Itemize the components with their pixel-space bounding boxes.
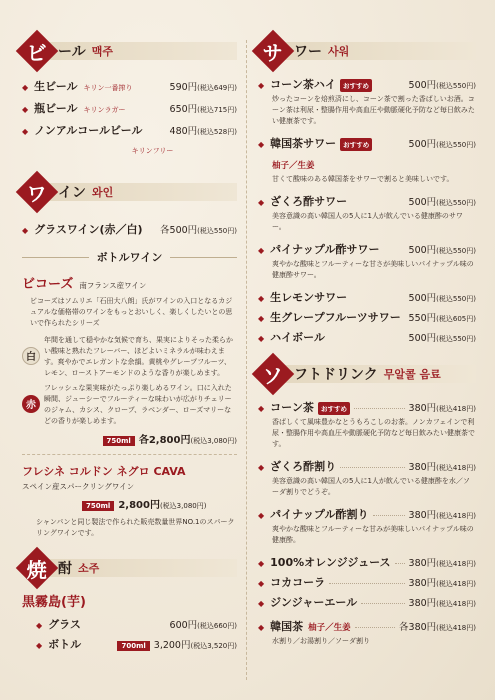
beer-header-initial: ビ	[16, 30, 58, 72]
white-wine-badge: 白	[22, 347, 40, 365]
pomegranate-sour-item[interactable]: ◆ ざくろ酢サワー 500円(税込550円)	[258, 195, 476, 208]
shochu-header-title: 酎	[58, 561, 72, 577]
korean-tea-flavors: 柚子／生姜	[272, 161, 315, 171]
beer-section-header	[22, 36, 237, 66]
menu-item[interactable]: ◆ 生ビール キリン一番搾り 590円(税込649円)	[22, 80, 237, 93]
bicoz-description: ビコーズはソムリエ「石田大八朗」氏がワインの入口となるカジュアルな価格帯のワインをもっとおいしく、楽しくしたいとの思いで作られたシリーズ	[30, 297, 233, 327]
left-column	[22, 0, 237, 650]
menu-item[interactable]: ◆ ハイボール 500円(税込550円)	[258, 331, 476, 344]
corn-tea-description: 香ばしくて風味豊かなとうもろこしのお茶。ノンカフェインで利尿・整腸作用や高血圧や動脈硬化予防など毎日飲みたい健康茶です。	[272, 418, 475, 448]
menu-item[interactable]: ◆ 生グレープフルーツサワー 550円(税込605円)	[258, 311, 476, 324]
bullet-icon: ◆	[258, 140, 265, 149]
wine-header-korean: 와인	[92, 186, 114, 199]
menu-item[interactable]: ◆ 100%オレンジジュース 380円(税込418円)	[258, 556, 476, 569]
bullet-icon: ◆	[22, 105, 29, 114]
softdrink-header-title: フトドリンク	[294, 367, 378, 383]
menu-item[interactable]: ◆ ボトル 700ml 3,200円(税込3,520円)	[36, 638, 237, 651]
white-wine-description: 年間を通して穏やかな気候で育ち、果実によりそった柔らかい酸味と熟れたフレーバー、ほどよいミネラルが味わえます。爽やかでエレガントな余韻。黄桃やグレープフルーツ、レモン、ローストアーモンドのような香りが楽しめます。	[44, 336, 233, 377]
menu-item[interactable]: ◆ ノンアルコールビール 480円(税込528円)	[22, 124, 237, 137]
sour-header-title: ワー	[294, 44, 322, 60]
wine-header-title: イン	[58, 185, 86, 201]
beer-header-title: ール	[58, 44, 86, 60]
menu-item[interactable]: ◆ コカコーラ 380円(税込418円)	[258, 576, 476, 589]
bicoz-price-row: 750ml 各2,800円 (税込3,080円)	[22, 431, 237, 446]
wine-section-header	[22, 177, 237, 207]
cava-origin: スペイン産スパークリングワイン	[22, 482, 135, 491]
sour-section-header	[258, 36, 476, 66]
pomegranate-sour-description: 美容意識の高い韓国人の5人に1人が飲んでいる健康酢のサワー。	[272, 212, 463, 231]
bullet-icon: ◆	[258, 559, 265, 568]
bullet-icon: ◆	[36, 621, 43, 630]
bullet-icon: ◆	[258, 294, 265, 303]
softdrink-header-initial: ソ	[252, 353, 294, 395]
bullet-icon: ◆	[258, 404, 265, 413]
bullet-icon: ◆	[22, 226, 29, 235]
sour-header-korean: 사워	[328, 45, 350, 58]
softdrink-section-header	[258, 359, 476, 389]
pomegranate-drink-item[interactable]: ◆ ざくろ酢割り 380円(税込418円)	[258, 460, 476, 473]
bullet-icon: ◆	[22, 83, 29, 92]
shochu-brand: 黒霧島(芋)	[22, 595, 86, 610]
shochu-header-initial: 焼	[16, 547, 58, 589]
bottle-size-badge: 750ml	[103, 436, 135, 446]
beer-list	[22, 78, 237, 157]
bullet-icon: ◆	[258, 579, 265, 588]
corn-tea-high-description: 炒ったコーンを焙煎済にし、コーン茶で割った香ばしいお酒。コーン茶は利尿・整腸作用や高血圧や動脈硬化予防など毎日飲みたい健康茶です。	[272, 95, 475, 125]
wine-header-initial: ワ	[16, 171, 58, 213]
bullet-icon: ◆	[258, 623, 265, 632]
pineapple-sour-item[interactable]: ◆ パイナップル酢サワー 500円(税込550円)	[258, 243, 476, 256]
bullet-icon: ◆	[258, 246, 265, 255]
menu-item[interactable]: ◆ グラス 600円(税込660円)	[36, 618, 237, 631]
bullet-icon: ◆	[258, 81, 265, 90]
korean-tea-sour-item[interactable]: ◆ 韓国茶サワー おすすめ 500円(税込550円)	[258, 137, 476, 150]
bottle-wine-heading: ボトルワイン	[22, 249, 237, 265]
bullet-icon: ◆	[258, 198, 265, 207]
menu-item[interactable]: ◆ ジンジャーエール 380円(税込418円)	[258, 596, 476, 609]
non-alcohol-brand: キリンフリー	[131, 147, 174, 155]
red-wine-description: フレッシュな果実味がたっぷり楽しめるワイン。口に入れた瞬間、ジューシーでフルーティーな味わいが広がりチェリーのジャム、カシス、クローブ、ラベンダー、ローズマリーなどの香りが楽しめます。	[44, 384, 232, 425]
corn-tea-high-item[interactable]: ◆ コーン茶ハイ おすすめ 500円(税込550円)	[258, 78, 476, 91]
bullet-icon: ◆	[258, 314, 265, 323]
pomegranate-drink-description: 美容意識の高い韓国人の5人に1人が飲んでいる健康酢を水／ソーダ割りでどうぞ。	[272, 477, 470, 496]
bicoz-heading: ビコーズ 南フランス産ワイン	[22, 277, 147, 292]
beer-header-korean: 맥주	[91, 45, 113, 58]
bullet-icon: ◆	[22, 127, 29, 136]
menu-item[interactable]: ◆ 生レモンサワー 500円(税込550円)	[258, 291, 476, 304]
red-wine-block[interactable]	[22, 383, 237, 427]
cava-description: シャンパンと同じ製法で作られた販売数量世界NO.1のスパークリングワインです。	[36, 518, 235, 537]
bullet-icon: ◆	[36, 641, 43, 650]
sour-header-initial: サ	[252, 30, 294, 72]
pineapple-drink-description: 爽やかな酸味とフルーティーな甘みが美味しいパイナップル味の健康酢。	[272, 525, 474, 544]
recommend-badge: おすすめ	[340, 79, 372, 92]
shochu-section-header	[22, 553, 237, 583]
korean-tea-serving-note: 水割り／お湯割り／ソーダ割り	[272, 637, 370, 645]
recommend-badge: おすすめ	[340, 138, 372, 151]
pineapple-sour-description: 爽やかな酸味とフルーティーな甘さが美味しいパイナップル味の健康酢サワー。	[272, 260, 474, 279]
bullet-icon: ◆	[258, 463, 265, 472]
pineapple-drink-item[interactable]: ◆ パイナップル酢割り 380円(税込418円)	[258, 508, 476, 521]
menu-item[interactable]: ◆ 瓶ビール キリンラガー 650円(税込715円)	[22, 102, 237, 115]
shochu-header-korean: 소주	[78, 562, 100, 575]
cava-name: フレシネ コルドン ネグロ CAVA	[22, 465, 186, 478]
column-divider	[246, 40, 247, 680]
korean-tea-flavors: 柚子／生姜	[308, 623, 351, 633]
bullet-icon: ◆	[258, 334, 265, 343]
red-wine-badge: 赤	[22, 395, 40, 413]
softdrink-header-korean: 무알콜 음료	[383, 368, 441, 381]
glass-wine-item[interactable]: ◆ グラスワイン(赤／白) 各500円(税込550円)	[22, 223, 237, 236]
bullet-icon: ◆	[258, 511, 265, 520]
recommend-badge: おすすめ	[318, 402, 350, 415]
corn-tea-item[interactable]: ◆ コーン茶 おすすめ 380円(税込418円)	[258, 401, 476, 414]
korean-tea-sour-description: 甘くて酸味のある韓国茶をサワーで割ると美味しいです。	[272, 175, 454, 183]
bullet-icon: ◆	[258, 599, 265, 608]
right-column	[258, 0, 476, 647]
korean-tea-item[interactable]: ◆ 韓国茶 柚子／生姜 各380円(税込418円)	[258, 620, 476, 633]
white-wine-block[interactable]	[22, 335, 237, 379]
cava-price-row: 750ml 2,800円 (税込3,080円)	[22, 496, 237, 511]
